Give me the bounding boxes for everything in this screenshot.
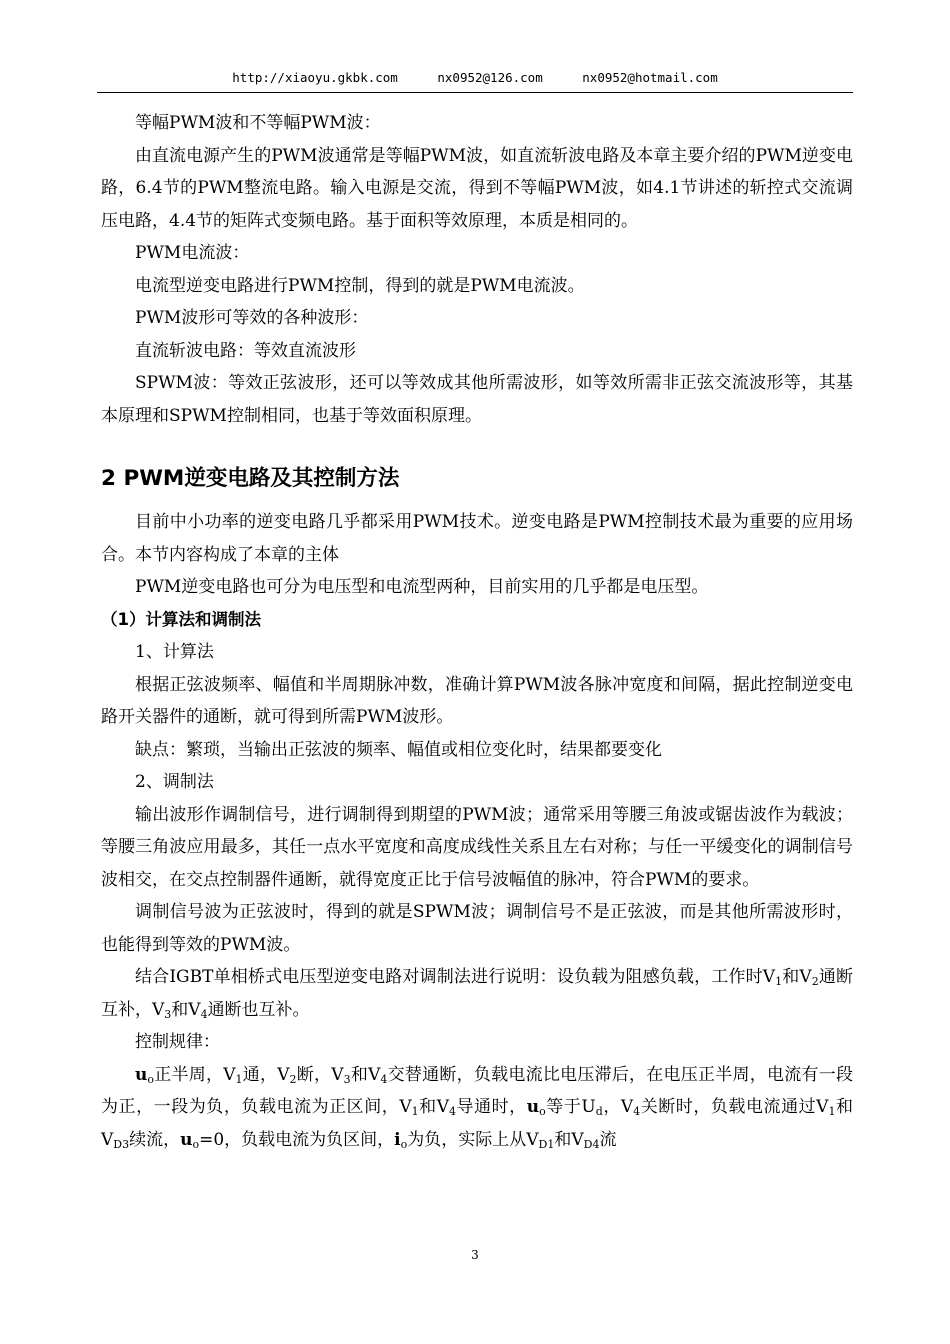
paragraph: PWM电流波： [135, 243, 250, 263]
paragraph: 输出波形作调制信号，进行调制得到期望的PWM波；通常采用等腰三角波或锯齿波作为载波；等腰三角波应用最多，其任一点水平宽度和高度成线性关系且左右对称；与任一平缓变化的调制信号波相交，在交点控制器件通断，就得宽度正比于信号波幅值的脉冲，符合PWM的要求。 [101, 804, 853, 890]
paragraph: 等幅PWM波和不等幅PWM波： [135, 113, 381, 133]
subsection-heading: （1）计算法和调制法 [101, 609, 261, 629]
page-number: 3 [471, 1248, 479, 1262]
paragraph: 1、计算法 [135, 642, 214, 662]
paragraph: 缺点：繁琐，当输出正弦波的频率、幅值或相位变化时，结果都要变化 [135, 739, 662, 760]
document-body [101, 107, 853, 1156]
paragraph: 由直流电源产生的PWM波通常是等幅PWM波，如直流斩波电路及本章主要介绍的PWM逆变电路，6.4节的PWM整流电路。输入电源是交流，得到不等幅PWM波，如4.1节讲述的斩控式交流调压电路，4.4节的矩阵式变频电路。基于面积等效原理，本质是相同的。 [101, 145, 853, 231]
paragraph: PWM波形可等效的各种波形： [135, 308, 369, 328]
paragraph: 电流型逆变电路进行PWM控制，得到的就是PWM电流波。 [135, 275, 585, 296]
section-heading: 2 PWM逆变电路及其控制方法 [101, 466, 400, 491]
paragraph: 2、调制法 [135, 772, 214, 792]
paragraph: 目前中小功率的逆变电路几乎都采用PWM技术。逆变电路是PWM控制技术最为重要的应用场合。本节内容构成了本章的主体 [101, 512, 853, 565]
paragraph: 根据正弦波频率、幅值和半周期脉冲数，准确计算PWM波各脉冲宽度和间隔，据此控制逆变电路开关器件的通断，就可得到所需PWM波形。 [101, 674, 853, 727]
header-site: http://xiaoyu.gkbk.com [232, 70, 398, 85]
paragraph: SPWM波：等效正弦波形，还可以等效成其他所需波形，如等效所需非正弦交流波形等，其基本原理和SPWM控制相同，也基于等效面积原理。 [101, 373, 853, 426]
paragraph: $u_o$正半周，$V_1$通，$V_2$断，$V_3$和$V_4$交替通断，负载电流比电压滞后，在电压正半周，电流有一段为正，一段为负，负载电流为正区间，$V_1$和$V_4$导通时，$u_o$等于$U_d$，$V_4$关断时，负载电流通过$V_1$和$V_{D3}$续流，$u_o=0$，负载电流为负区间，$i_o$为负，实际上从$V_{D1}$和$V_{D4}$流 [101, 1064, 854, 1151]
paragraph: PWM逆变电路也可分为电压型和电流型两种，目前实用的几乎都是电压型。 [135, 577, 709, 597]
paragraph: 控制规律： [135, 1032, 220, 1052]
header-email-1: nx0952@126.com [437, 70, 543, 85]
paragraph: 调制信号波为正弦波时，得到的就是SPWM波；调制信号不是正弦波，而是其他所需波形时，也能得到等效的PWM波。 [101, 902, 853, 955]
paragraph: 直流斩波电路：等效直流波形 [135, 340, 356, 361]
page-header [97, 70, 853, 93]
paragraph: 结合IGBT单相桥式电压型逆变电路对调制法进行说明：设负载为阻感负载，工作时$V_1$和$V_2$通断互补，$V_3$和$V_4$通断也互补。 [101, 967, 854, 1021]
header-email-2: nx0952@hotmail.com [582, 70, 718, 85]
